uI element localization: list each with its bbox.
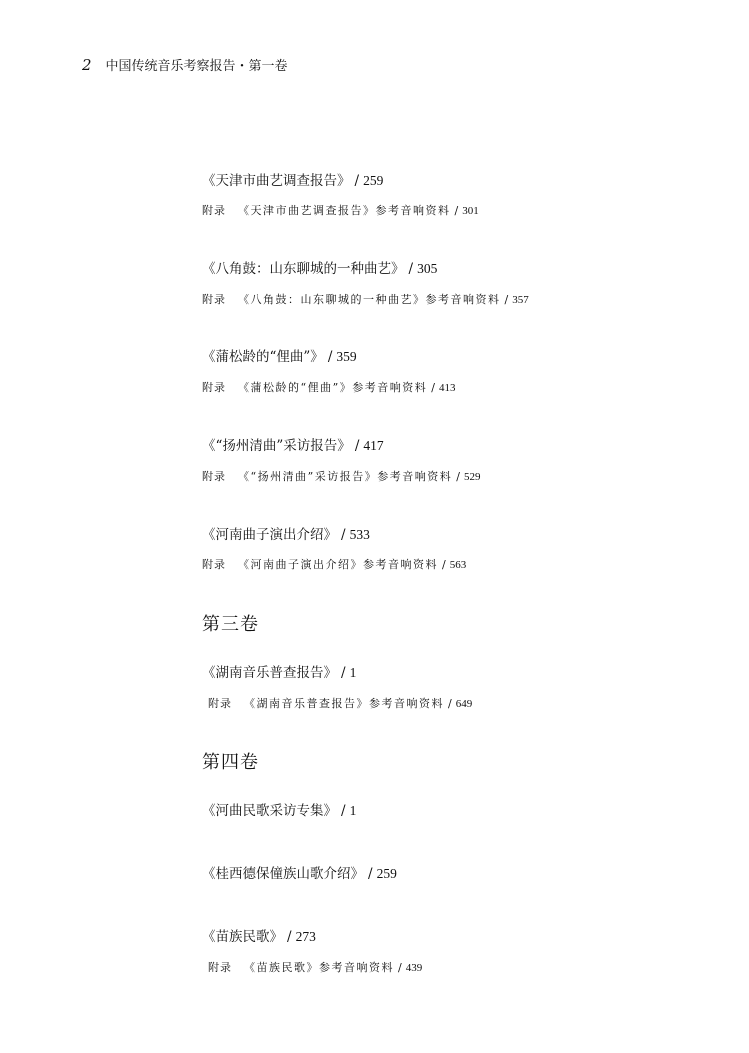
entry-title: 《天津市曲艺调查报告》 (202, 173, 351, 189)
entry-page: 439 (405, 962, 423, 974)
appendix-label: 附录 (208, 961, 232, 974)
toc-entry: 《天津市曲艺调查报告》 / 259 (202, 173, 384, 189)
entry-page: 533 (349, 527, 370, 542)
entry-title: 《桂西德保僮族山歌介绍》 (202, 866, 364, 882)
entry-page: 259 (376, 866, 397, 881)
entry-page: 301 (462, 205, 479, 217)
entry-title: 《“扬州清曲”采访报告》 (202, 438, 351, 454)
entry-title: 《八角鼓：山东聊城的一种曲艺》 (202, 261, 405, 277)
toc-appendix-entry: 附录 《苗族民歌》参考音响资料 / 439 (208, 961, 423, 974)
entry-page: 1 (349, 665, 357, 680)
entry-title: 《蒲松龄的“俚曲”》参考音响资料 (238, 381, 428, 394)
entry-page: 649 (455, 698, 473, 710)
toc-appendix-entry: 附录 《“扬州清曲”采访报告》参考音响资料 / 529 (202, 470, 481, 483)
toc-appendix-entry: 附录 《蒲松龄的“俚曲”》参考音响资料 / 413 (202, 381, 456, 394)
entry-page: 563 (449, 559, 467, 571)
entry-page: 273 (295, 929, 316, 944)
toc-entry: 《河曲民歌采访专集》 / 1 (202, 803, 357, 819)
entry-title: 《苗族民歌》 (202, 929, 283, 945)
appendix-label: 附录 (202, 204, 226, 217)
entry-page: 259 (363, 173, 384, 188)
entry-title: 《八角鼓：山东聊城的一种曲艺》参考音响资料 (238, 293, 501, 306)
entry-page: 1 (349, 803, 357, 818)
running-header (82, 56, 288, 76)
running-title: 中国传统音乐考察报告・第一卷 (105, 59, 288, 74)
toc-entry: 《蒲松龄的“俚曲”》 / 359 (202, 349, 357, 365)
toc-entry: 《苗族民歌》 / 273 (202, 929, 316, 945)
toc-entry: 《“扬州清曲”采访报告》 / 417 (202, 438, 384, 454)
entry-page: 417 (363, 438, 384, 453)
entry-title: 《河南曲子演出介绍》 (202, 527, 337, 543)
entry-page: 413 (438, 382, 456, 394)
toc-entry: 《桂西德保僮族山歌介绍》 / 259 (202, 866, 397, 882)
appendix-label: 附录 (202, 293, 226, 306)
appendix-label: 附录 (202, 558, 226, 571)
volume-heading: 第三卷 (202, 614, 259, 635)
entry-title: 《蒲松龄的“俚曲”》 (202, 349, 324, 365)
appendix-label: 附录 (202, 470, 226, 483)
toc-appendix-entry: 附录 《天津市曲艺调查报告》参考音响资料 / 301 (202, 204, 479, 217)
volume-heading: 第四卷 (202, 752, 259, 773)
toc-entry: 《八角鼓：山东聊城的一种曲艺》 / 305 (202, 261, 438, 277)
entry-title: 《河曲民歌采访专集》 (202, 803, 337, 819)
appendix-label: 附录 (202, 381, 226, 394)
entry-page: 529 (463, 471, 481, 483)
toc-appendix-entry: 附录 《河南曲子演出介绍》参考音响资料 / 563 (202, 558, 467, 571)
entry-title: 《苗族民歌》参考音响资料 (244, 961, 394, 974)
entry-title: 《湖南音乐普查报告》参考音响资料 (244, 697, 444, 710)
page-number: 2 (82, 56, 92, 74)
entry-title: 《“扬州清曲”采访报告》参考音响资料 (238, 470, 453, 483)
entry-title: 《河南曲子演出介绍》参考音响资料 (238, 558, 438, 571)
entry-page: 305 (417, 261, 438, 276)
toc-appendix-entry: 附录 《湖南音乐普查报告》参考音响资料 / 649 (208, 697, 473, 710)
entry-page: 359 (336, 349, 357, 364)
entry-title: 《湖南音乐普查报告》 (202, 665, 337, 681)
toc-entry: 《湖南音乐普查报告》 / 1 (202, 665, 357, 681)
entry-page: 357 (512, 294, 529, 306)
toc-appendix-entry: 附录 《八角鼓：山东聊城的一种曲艺》参考音响资料 / 357 (202, 293, 529, 306)
entry-title: 《天津市曲艺调查报告》参考音响资料 (238, 204, 451, 217)
toc-entry: 《河南曲子演出介绍》 / 533 (202, 527, 370, 543)
appendix-label: 附录 (208, 697, 232, 710)
